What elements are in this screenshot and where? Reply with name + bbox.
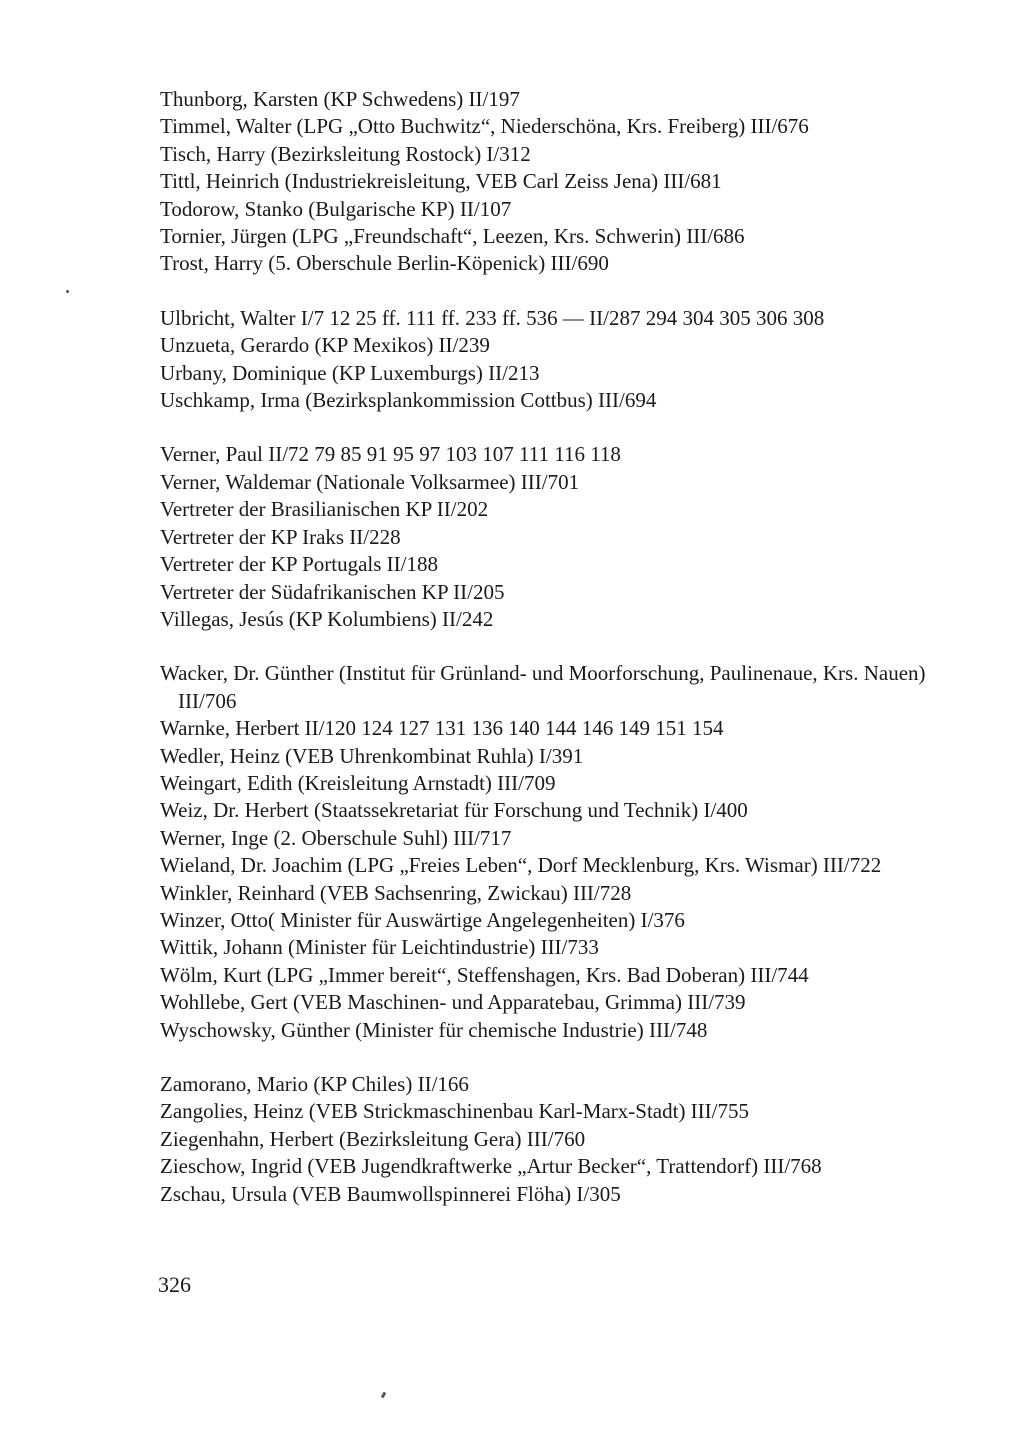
index-entry: Verner, Waldemar (Nationale Volksarmee) III/701 <box>160 469 580 494</box>
scan-speck <box>381 1392 387 1399</box>
index-entry: Tittl, Heinrich (Industriekreisleitung, VEB Carl Zeiss Jena) III/681 <box>160 169 722 194</box>
index-entry: Zamorano, Mario (KP Chiles) II/166 <box>160 1072 469 1096</box>
scan-speck <box>66 290 69 293</box>
index-entry: Winkler, Reinhard (VEB Sachsenring, Zwickau) III/728 <box>160 880 632 905</box>
index-entry: Todorow, Stanko (Bulgarische KP) II/107 <box>160 196 512 221</box>
index-entry: Tisch, Harry (Bezirksleitung Rostock) I/312 <box>160 141 531 166</box>
index-entry: Villegas, Jesús (KP Kolumbiens) II/242 <box>160 606 494 631</box>
index-entry: Weiz, Dr. Herbert (Staatssekretariat für Forschung und Technik) I/400 <box>160 798 748 823</box>
index-group-t <box>160 86 950 278</box>
index-group-v <box>160 441 950 633</box>
index-entry: Uschkamp, Irma (Bezirksplankommission Cottbus) III/694 <box>160 388 657 413</box>
index-entry: Vertreter der Brasilianischen KP II/202 <box>160 497 489 522</box>
index-entry: Verner, Paul II/72 79 85 91 95 97 103 107 111 116 118 <box>160 442 621 467</box>
index-entry: Wyschowsky, Günther (Minister für chemische Industrie) III/748 <box>160 1017 708 1042</box>
index-entry: Tornier, Jürgen (LPG „Freundschaft“, Leezen, Krs. Schwerin) III/686 <box>160 224 745 249</box>
index-group-w <box>160 660 950 1044</box>
index-entry: Weingart, Edith (Kreisleitung Arnstadt) III/709 <box>160 770 556 795</box>
index-entry: Wittik, Johann (Minister für Leichtindustrie) III/733 <box>160 935 599 960</box>
index-entry: Vertreter der KP Iraks II/228 <box>160 524 401 549</box>
index-entry: Wieland, Dr. Joachim (LPG „Freies Leben“, Dorf Mecklenburg, Krs. Wismar) III/722 <box>160 853 882 878</box>
index-entry: Ziegenhahn, Herbert (Bezirksleitung Gera) III/760 <box>160 1126 586 1151</box>
index-entry: Wölm, Kurt (LPG „Immer bereit“, Steffenshagen, Krs. Bad Doberan) III/744 <box>160 962 809 987</box>
index-entry: Zangolies, Heinz (VEB Strickmaschinenbau Karl-Marx-Stadt) III/755 <box>160 1099 749 1124</box>
index-entry: Zieschow, Ingrid (VEB Jugendkraftwerke „Artur Becker“, Trattendorf) III/768 <box>160 1154 822 1179</box>
index-entry: Unzueta, Gerardo (KP Mexikos) II/239 <box>160 333 490 358</box>
index-entry: Werner, Inge (2. Oberschule Suhl) III/717 <box>160 825 512 850</box>
index-group-u <box>160 305 950 415</box>
index-entry: Trost, Harry (5. Oberschule Berlin-Köpenick) III/690 <box>160 251 609 276</box>
index-entry: Ulbricht, Walter I/7 12 25 ff. 111 ff. 233 ff. 536 — II/287 294 304 305 306 308 <box>160 305 825 330</box>
index-entry: Zschau, Ursula (VEB Baumwollspinnerei Flöha) I/305 <box>160 1181 621 1206</box>
index-entry: Warnke, Herbert II/120 124 127 131 136 140 144 146 149 151 154 <box>160 716 724 741</box>
index-entry: Vertreter der Südafrikanischen KP II/205 <box>160 579 505 604</box>
index-entry: Wacker, Dr. Günther (Institut für Grünland- und Moorforschung, Paulinenaue, Krs. Nauen) III/706 <box>160 661 926 713</box>
index-group-z <box>160 1071 950 1208</box>
page-number: 326 <box>158 1272 191 1297</box>
index-entry: Winzer, Otto( Minister für Auswärtige Angelegenheiten) I/376 <box>160 907 685 932</box>
index-entry: Timmel, Walter (LPG „Otto Buchwitz“, Niederschöna, Krs. Freiberg) III/676 <box>160 114 809 139</box>
index-entries <box>160 86 950 1235</box>
index-entry: Wedler, Heinz (VEB Uhrenkombinat Ruhla) I/391 <box>160 743 584 768</box>
index-entry: Vertreter der KP Portugals II/188 <box>160 552 438 577</box>
index-entry: Urbany, Dominique (KP Luxemburgs) II/213 <box>160 360 540 385</box>
index-entry: Thunborg, Karsten (KP Schwedens) II/197 <box>160 87 520 111</box>
index-entry: Wohllebe, Gert (VEB Maschinen- und Apparatebau, Grimma) III/739 <box>160 990 746 1015</box>
